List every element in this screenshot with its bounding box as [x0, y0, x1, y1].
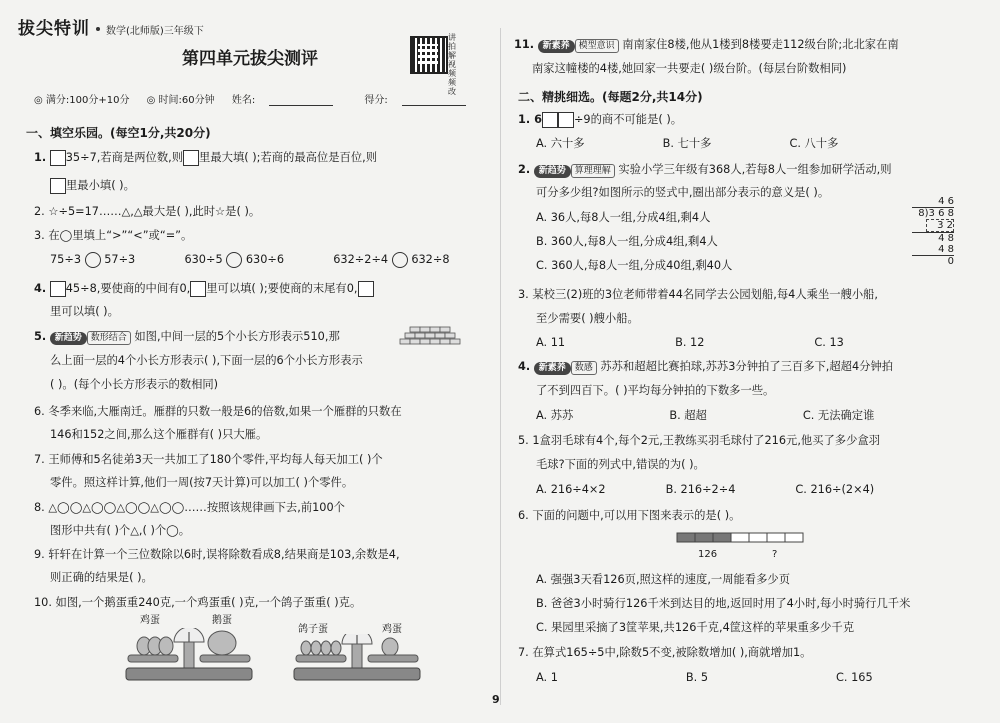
choice-question-2-cont: 可分多少组?如图所示的竖式中,圈出部分表示的意义是( )。: [536, 186, 830, 199]
option-c[interactable]: C. 八十多: [789, 137, 839, 150]
segment-label-known: 126: [698, 549, 718, 560]
q3-options: [536, 336, 844, 350]
choice-question-2: 2. 新趋势 算理理解 实验小学三年级有368人,若每8人一组参加研学活动,则: [518, 163, 892, 176]
page-title: 第四单元拔尖测评: [182, 49, 318, 69]
full-score: ◎ 满分:100分+10分: [34, 95, 130, 106]
question-8-cont: 图形中共有( )个△,( )个◯。: [50, 524, 191, 537]
skill-badge: 模型意识: [575, 39, 619, 53]
option-b[interactable]: B. 12: [675, 336, 705, 349]
blank-box: [50, 150, 66, 166]
score-field[interactable]: [402, 95, 466, 106]
section-2-heading: 二、精挑细选。(每题2分,共14分): [518, 90, 703, 104]
blank-box: [50, 281, 66, 297]
compare-circle: [226, 252, 242, 268]
skill-badge: 算理理解: [571, 164, 615, 178]
name-label: 姓名:: [231, 95, 256, 106]
choice-question-3: 3. 某校三(2)班的3位老师带着44名同学去公园划船,每4人乘坐一艘小船,: [518, 288, 879, 301]
q7-options: [536, 671, 873, 685]
option-c[interactable]: C. 216÷(2×4): [795, 483, 875, 496]
choice-question-7: 7. 在算式165÷5中,除数5不变,被除数增加( ),商就增加1。: [518, 646, 812, 659]
choice-question-5: 5. 1盒羽毛球有4个,每个2元,王教练买羽毛球付了216元,他买了多少盒羽: [518, 434, 880, 447]
right-column: [504, 0, 1000, 723]
option-a[interactable]: A. 216÷4×2: [536, 483, 606, 496]
question-5-cont2: ( )。(每个小长方形表示的数相同): [50, 378, 219, 391]
question-10: 10. 如图,一个鹅蛋重240克,一个鸡蛋重( )克,一个鸽子蛋重( )克。: [34, 596, 362, 609]
option-a[interactable]: A. 11: [536, 336, 566, 349]
page-header: [18, 14, 204, 39]
option-c[interactable]: C. 无法确定谁: [802, 409, 875, 422]
score-label: 得分:: [364, 95, 388, 106]
blank-box: [542, 112, 558, 128]
compare-circle: [392, 252, 408, 268]
page-number: 9: [492, 693, 500, 706]
question-3: 3. 在◯里填上“>”“<”或“=”。: [34, 229, 193, 242]
section-1-heading: 一、填空乐园。(每空1分,共20分): [26, 126, 211, 140]
choice-question-1: 1. 6 ÷9的商不可能是( )。: [518, 113, 683, 126]
q2-option-b[interactable]: B. 360人,每8人一组,分成4组,剩4人: [536, 235, 718, 248]
score-meta: [34, 91, 480, 106]
q6-option-c[interactable]: C. 果园里采摘了3筐苹果,共126千克,4筐这样的苹果重多少千克: [536, 621, 855, 634]
long-division-figure: 4 6 8)3 6 8 3 2 4 8 4 8 0: [912, 196, 954, 267]
question-4: 4. 45÷8,要使商的中间有0, 里可以填( );要使商的末尾有0,: [34, 281, 374, 297]
option-a[interactable]: A. 苏苏: [536, 409, 574, 422]
option-c[interactable]: C. 13: [814, 336, 844, 349]
question-2: 2. ☆÷5=17……△,△最大是( ),此时☆是( )。: [34, 205, 261, 218]
blank-box: [558, 112, 574, 128]
q4-options: [536, 409, 874, 423]
qr-code-icon[interactable]: [410, 36, 448, 74]
option-b[interactable]: B. 超超: [669, 409, 707, 422]
question-5-cont: 么上面一层的4个小长方形表示( ),下面一层的6个小长方形表示: [50, 354, 363, 367]
choice-question-5-cont: 毛球?下面的列式中,错误的为( )。: [536, 458, 705, 471]
blank-box: [190, 281, 206, 297]
option-b[interactable]: B. 5: [685, 671, 709, 684]
compare-circle: [85, 252, 101, 268]
question-8: 8. △◯◯△◯◯△◯◯△◯◯……按照该规律画下去,前100个: [34, 501, 345, 514]
literacy-badge: 新素养: [538, 40, 575, 53]
skill-badge: 数感: [571, 361, 597, 375]
blank-box: [358, 281, 374, 297]
question-5: 5. 新趋势 数形结合 如图,中间一层的5个小长方形表示510,那: [34, 330, 340, 343]
question-9-cont: 则正确的结果是( )。: [50, 571, 153, 584]
time-limit: ◎ 时间:60分钟: [146, 95, 215, 106]
option-a[interactable]: A. 1: [536, 671, 558, 684]
column-divider: [500, 28, 501, 705]
choice-question-3-cont: 至少需要( )艘小船。: [536, 312, 639, 325]
q6-option-b[interactable]: B. 爸爸3小时骑行126千米到达目的地,返回时用了4小时,每小时骑行几千米: [536, 597, 911, 610]
question-11-cont: 南家这幢楼的4楼,她回家一共要走( )级台阶。(每层台阶数相同): [532, 62, 847, 75]
question-9: 9. 轩轩在计算一个三位数除以6时,误将除数看成8,结果商是103,余数是4,: [34, 548, 400, 561]
brand-logo: 拔尖特训: [18, 19, 90, 39]
option-c[interactable]: C. 165: [836, 671, 873, 684]
scale1-right-label: 鹅蛋: [212, 615, 232, 626]
question-6-cont: 146和152之间,那么这个雁群有( )只大雁。: [50, 428, 268, 441]
choice-question-6: 6. 下面的问题中,可以用下图来表示的是( )。: [518, 509, 741, 522]
brick-figure: [396, 326, 464, 346]
scale2-right-label: 鸡蛋: [382, 624, 402, 635]
question-1: 1. 35÷7,若商是两位数,则 里最大填( );若商的最高位是百位,则: [34, 151, 378, 164]
scale1-left-label: 鸡蛋: [140, 615, 160, 626]
subject-label: 数学(北师版)三年级下: [106, 26, 204, 37]
blank-box: [50, 178, 66, 194]
choice-question-4-cont: 了不到四百下。( )平均每分钟拍的下数多一些。: [536, 384, 775, 397]
scale2-left-label: 鸽子蛋: [298, 624, 328, 635]
option-b[interactable]: B. 216÷2÷4: [665, 483, 736, 496]
trend-badge: 新趋势: [50, 332, 87, 345]
question-7-cont: 零件。照这样计算,他们一周(按7天计算)可以加工( )个零件。: [50, 476, 354, 489]
blank-box: [183, 150, 199, 166]
question-1-cont: 里最小填( )。: [50, 178, 135, 194]
balance-scale-2-icon: [292, 634, 422, 690]
segment-label-unknown: ?: [772, 549, 778, 560]
q2-option-c[interactable]: C. 360人,每8人一组,分成40组,剩40人: [536, 259, 733, 272]
question-7: 7. 王师傅和5名徒弟3天一共加工了180个零件,平均每人每天加工( )个: [34, 453, 383, 466]
choice-question-4: 4. 新素养 数感 苏苏和超超比赛拍球,苏苏3分钟拍了三百多下,超超4分钟拍: [518, 360, 894, 373]
q6-option-a[interactable]: A. 强强3天看126页,照这样的速度,一周能看多少页: [536, 573, 790, 586]
q2-option-a[interactable]: A. 36人,每8人一组,分成4组,剩4人: [536, 211, 711, 224]
q1-options: [536, 137, 838, 151]
question-3-items: 75÷3 57÷3 630÷5 630÷6 632÷2÷4 632÷8: [50, 253, 450, 266]
question-11: 11. 新素养 模型意识 南南家住8楼,他从1楼到8楼要走112级台阶;北北家在南: [514, 38, 899, 51]
trend-badge: 新趋势: [534, 165, 571, 178]
question-6: 6. 冬季来临,大雁南迁。雁群的只数一般是6的倍数,如果一个雁群的只数在: [34, 405, 402, 418]
q5-options: [536, 483, 874, 497]
question-4-cont: 里可以填( )。: [50, 305, 119, 318]
balance-scale-1-icon: [124, 628, 254, 690]
segment-bar-figure: [676, 531, 808, 545]
skill-badge: 数形结合: [87, 331, 131, 345]
literacy-badge: 新素养: [534, 362, 571, 375]
qr-caption: 讲拍解视频频改: [448, 33, 456, 96]
name-field[interactable]: [269, 95, 333, 106]
option-a[interactable]: A. 六十多: [536, 137, 585, 150]
option-b[interactable]: B. 七十多: [662, 137, 712, 150]
